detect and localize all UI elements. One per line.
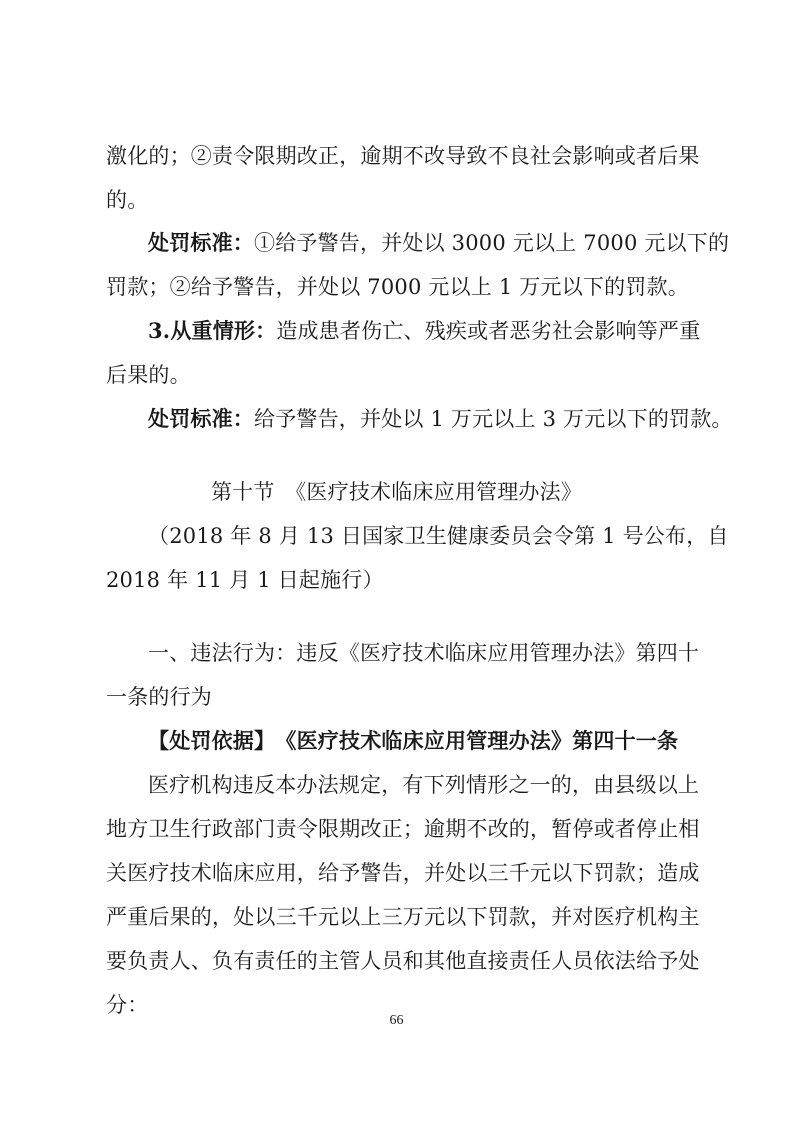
violation-line: 一条的行为 bbox=[106, 685, 212, 709]
article-line: 关医疗技术临床应用，给予警告，并处以三千元以下罚款；造成 bbox=[106, 861, 700, 885]
paragraph-line: 后果的。 bbox=[106, 363, 191, 387]
penalty-basis-heading: 【处罚依据】 《医疗技术临床应用管理办法》第四十一条 bbox=[148, 728, 679, 753]
aggravated-case-line bbox=[148, 317, 738, 345]
paragraph-line: 罚款；②给予警告，并处以 7000 元以上 1 万元以下的罚款。 bbox=[106, 275, 689, 299]
article-line: 地方卫生行政部门责令限期改正；逾期不改的，暂停或者停止相 bbox=[106, 817, 700, 841]
penalty-standard-text: 给予警告，并处以 1 万元以上 3 万元以下的罚款。 bbox=[254, 407, 733, 431]
aggravated-case-label: 3.从重情形： bbox=[148, 318, 277, 343]
violation-line: 一、违法行为：违反《医疗技术临床应用管理办法》第四十 bbox=[148, 641, 700, 665]
aggravated-case-text: 造成患者伤亡、残疾或者恶劣社会影响等严重 bbox=[276, 319, 701, 343]
penalty-standard-label: 处罚标准： bbox=[148, 230, 254, 255]
paragraph-line: 激化的；②责令限期改正，逾期不改导致不良社会影响或者后果 bbox=[106, 144, 700, 168]
penalty-standard-line bbox=[148, 405, 738, 433]
penalty-standard-line bbox=[148, 229, 738, 257]
article-line: 严重后果的，处以三千元以上三万元以下罚款，并对医疗机构主 bbox=[106, 905, 700, 929]
section-note-line: 2018 年 11 月 1 日起施行） bbox=[106, 568, 384, 592]
page-number: 66 bbox=[389, 1013, 404, 1028]
section-note-line: （2018 年 8 月 13 日国家卫生健康委员会令第 1 号公布，自 bbox=[148, 524, 729, 548]
section-title: 第十节 《医疗技术临床应用管理办法》 bbox=[210, 480, 583, 504]
article-line: 分： bbox=[106, 993, 149, 1017]
article-line: 要负责人、负有责任的主管人员和其他直接责任人员依法给予处 bbox=[106, 949, 700, 973]
penalty-standard-text: ①给予警告，并处以 3000 元以上 7000 元以下的 bbox=[254, 231, 730, 255]
article-line: 医疗机构违反本办法规定，有下列情形之一的，由县级以上 bbox=[148, 773, 700, 797]
penalty-standard-label: 处罚标准： bbox=[148, 406, 254, 431]
paragraph-line: 的。 bbox=[106, 188, 149, 212]
